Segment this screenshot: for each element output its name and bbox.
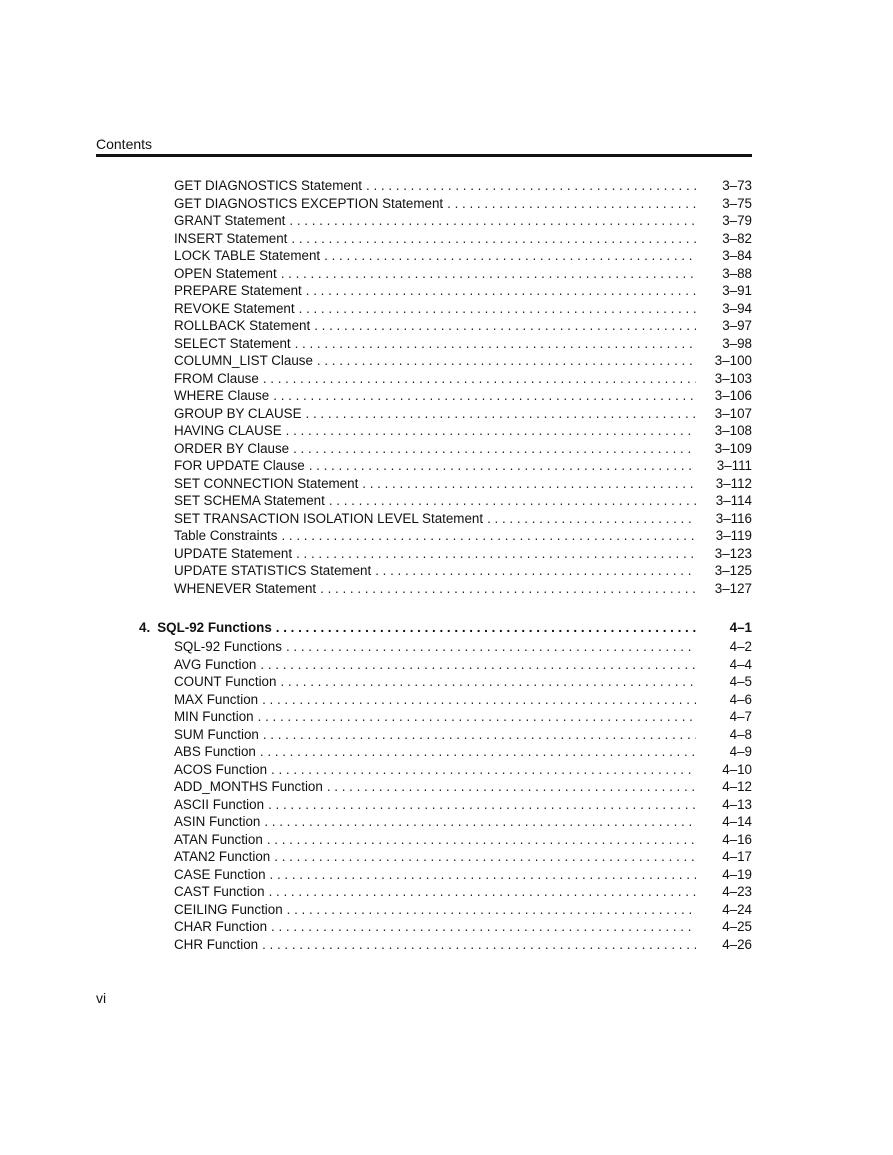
dot-leader: [270, 867, 696, 882]
dot-leader: [314, 318, 696, 333]
running-header: Contents: [96, 136, 153, 152]
toc-entry[interactable]: [174, 511, 752, 529]
toc-entry-title: GRANT Statement: [174, 213, 286, 228]
toc-entry-page: 4–26: [722, 936, 752, 952]
dot-leader: [269, 884, 696, 899]
toc-entry[interactable]: [174, 674, 752, 692]
toc-entry[interactable]: [174, 937, 752, 955]
toc-entry[interactable]: [174, 248, 752, 266]
toc-entry-title: FOR UPDATE Clause: [174, 458, 305, 473]
toc-entry-title: REVOKE Statement: [174, 300, 295, 316]
toc-entry-title: INSERT Statement: [174, 230, 288, 246]
toc-entry-title: CASE Function: [174, 866, 266, 882]
dot-leader: [317, 353, 696, 368]
toc-entry-page: 3–116: [715, 510, 752, 526]
toc-entry-page: 4–12: [722, 779, 752, 794]
toc-entry[interactable]: [174, 797, 752, 815]
toc-entry[interactable]: [174, 919, 752, 937]
toc-entry[interactable]: [174, 867, 752, 885]
toc-entry-page: 4–17: [722, 849, 752, 864]
toc-entry-title: FROM Clause: [174, 370, 259, 386]
toc-entry-title: COLUMN_LIST Clause: [174, 353, 313, 368]
toc-entry-title: ROLLBACK Statement: [174, 318, 311, 333]
dot-leader: [276, 620, 696, 635]
toc-entry-title: GROUP BY CLAUSE: [174, 405, 302, 421]
dot-leader: [281, 266, 696, 281]
dot-leader: [274, 849, 696, 864]
toc-entry[interactable]: [174, 493, 752, 511]
dot-leader: [287, 902, 696, 917]
dot-leader: [271, 762, 696, 777]
toc-entry[interactable]: [174, 563, 752, 581]
toc-entry[interactable]: [174, 709, 752, 727]
toc-entry-title: CHAR Function: [174, 919, 268, 934]
dot-leader: [280, 674, 696, 689]
toc-entry-title: HAVING CLAUSE: [174, 423, 282, 438]
toc-entry[interactable]: [174, 727, 752, 745]
toc-entry-title: PREPARE Statement: [174, 283, 302, 298]
toc-entry-title: ASIN Function: [174, 814, 261, 829]
toc-entry[interactable]: [174, 657, 752, 675]
chapter-page: 4–1: [729, 620, 752, 635]
toc-entry-title: MAX Function: [174, 691, 259, 707]
toc-entry-page: 3–111: [716, 458, 752, 473]
toc-entry[interactable]: [174, 814, 752, 832]
dot-leader: [327, 779, 696, 794]
toc-entry-title: SET CONNECTION Statement: [174, 475, 359, 491]
toc-entry-title: MIN Function: [174, 709, 254, 724]
dot-leader: [263, 727, 696, 742]
toc-entry-page: 3–75: [722, 195, 752, 211]
toc-section-4: [174, 639, 752, 954]
toc-entry-page: 3–108: [714, 423, 752, 438]
toc-entry[interactable]: [174, 458, 752, 476]
toc-entry-title: CEILING Function: [174, 901, 283, 917]
toc-entry-page: 4–14: [722, 814, 752, 829]
toc-entry[interactable]: [174, 528, 752, 546]
toc-entry-title: ADD_MONTHS Function: [174, 779, 323, 794]
toc-entry-title: WHERE Clause: [174, 388, 270, 403]
dot-leader: [260, 744, 696, 759]
dot-leader: [329, 493, 696, 508]
toc-entry-page: 4–13: [722, 796, 752, 812]
dot-leader: [447, 196, 696, 211]
dot-leader: [366, 178, 696, 193]
dot-leader: [289, 213, 696, 228]
toc-entry-title: AVG Function: [174, 656, 257, 672]
dot-leader: [267, 832, 696, 847]
toc-entry[interactable]: [174, 301, 752, 319]
chapter-title: SQL-92 Functions: [157, 620, 272, 635]
dot-leader: [262, 692, 696, 707]
toc-entry-page: 3–98: [722, 335, 752, 351]
dot-leader: [263, 371, 696, 386]
toc-entry-title: COUNT Function: [174, 674, 277, 689]
toc-entry-page: 3–100: [714, 353, 752, 368]
toc-entry-page: 3–88: [722, 265, 752, 281]
toc-entry-page: 3–125: [714, 563, 752, 578]
toc-entry-title: ACOS Function: [174, 761, 268, 777]
toc-entry[interactable]: [174, 849, 752, 867]
dot-leader: [306, 283, 696, 298]
header-rule: [96, 154, 752, 157]
dot-leader: [273, 388, 696, 403]
toc-entry-page: 3–79: [722, 213, 752, 228]
dot-leader: [293, 441, 696, 456]
toc-entry-title: ASCII Function: [174, 796, 265, 812]
toc-entry-page: 3–112: [715, 475, 752, 491]
toc-entry[interactable]: [174, 353, 752, 371]
toc-entry-title: ATAN Function: [174, 831, 263, 847]
dot-leader: [309, 458, 696, 473]
toc-entry-page: 3–119: [715, 528, 752, 543]
dot-leader: [320, 581, 696, 596]
toc-entry-title: CAST Function: [174, 884, 265, 899]
toc-entry-page: 4–19: [722, 866, 752, 882]
toc-entry[interactable]: [174, 581, 752, 599]
toc-entry-title: Table Constraints: [174, 528, 278, 543]
toc-entry[interactable]: [174, 318, 752, 336]
toc-entry-page: 4–10: [722, 761, 752, 777]
dot-leader: [260, 657, 696, 672]
dot-leader: [362, 476, 696, 491]
dot-leader: [281, 528, 696, 543]
toc-entry-title: LOCK TABLE Statement: [174, 248, 321, 263]
toc-entry-title: UPDATE Statement: [174, 545, 293, 561]
toc-entry[interactable]: [174, 388, 752, 406]
dot-leader: [306, 406, 696, 421]
toc-entry-page: 4–6: [729, 691, 752, 707]
toc-entry[interactable]: [174, 423, 752, 441]
toc-entry-title: SUM Function: [174, 726, 259, 742]
toc-entry-page: 4–8: [729, 726, 752, 742]
toc-entry-page: 3–106: [714, 388, 752, 403]
dot-leader: [271, 919, 696, 934]
toc-entry[interactable]: [174, 639, 752, 657]
toc-entry[interactable]: [174, 213, 752, 231]
toc-entry-page: 3–73: [722, 178, 752, 193]
toc-entry-title: UPDATE STATISTICS Statement: [174, 563, 372, 578]
toc-entry[interactable]: [174, 336, 752, 354]
toc-entry-page: 3–123: [714, 545, 752, 561]
toc-entry-page: 4–9: [729, 744, 752, 759]
toc-section-3: [174, 178, 752, 598]
dot-leader: [375, 563, 696, 578]
toc-entry[interactable]: [174, 692, 752, 710]
toc-entry-page: 4–4: [729, 656, 752, 672]
toc-chapter-4[interactable]: [139, 620, 752, 638]
chapter-number: 4.: [139, 620, 151, 635]
toc-entry[interactable]: [174, 902, 752, 920]
toc-entry-page: 3–84: [722, 248, 752, 263]
toc-entry-title: SELECT Statement: [174, 335, 291, 351]
dot-leader: [299, 301, 696, 316]
toc-entry-title: ABS Function: [174, 744, 256, 759]
toc-entry[interactable]: [174, 762, 752, 780]
page-number: vi: [96, 990, 107, 1006]
toc-entry-page: 3–107: [714, 405, 752, 421]
dot-leader: [262, 937, 696, 952]
toc-entry-title: SET TRANSACTION ISOLATION LEVEL Statement: [174, 510, 484, 526]
toc-entry-page: 3–114: [715, 493, 752, 508]
toc-entry-title: CHR Function: [174, 936, 259, 952]
dot-leader: [258, 709, 696, 724]
dot-leader: [264, 814, 696, 829]
toc-entry-page: 3–109: [714, 440, 752, 456]
toc-entry[interactable]: [174, 371, 752, 389]
toc-entry-title: ORDER BY Clause: [174, 440, 290, 456]
dot-leader: [268, 797, 696, 812]
toc-entry-title: ATAN2 Function: [174, 849, 271, 864]
toc-entry-page: 4–24: [722, 901, 752, 917]
dot-leader: [286, 639, 696, 654]
toc-entry-title: OPEN Statement: [174, 265, 277, 281]
toc-entry-page: 3–103: [714, 370, 752, 386]
dot-leader: [296, 546, 696, 561]
toc-entry-page: 3–94: [722, 300, 752, 316]
toc-entry-title: GET DIAGNOSTICS EXCEPTION Statement: [174, 195, 444, 211]
toc-entry-page: 3–127: [714, 580, 752, 596]
toc-entry-title: WHENEVER Statement: [174, 580, 317, 596]
dot-leader: [291, 231, 696, 246]
toc-entry[interactable]: [174, 231, 752, 249]
toc-entry[interactable]: [174, 476, 752, 494]
toc-entry[interactable]: [174, 196, 752, 214]
toc-entry[interactable]: [174, 178, 752, 196]
dot-leader: [487, 511, 696, 526]
toc-entry-page: 4–2: [729, 639, 752, 654]
toc-entry[interactable]: [174, 283, 752, 301]
toc-entry-page: 4–16: [722, 831, 752, 847]
toc-entry[interactable]: [174, 779, 752, 797]
toc-entry[interactable]: [174, 832, 752, 850]
toc-entry-title: SQL-92 Functions: [174, 639, 282, 654]
toc-entry-page: 3–97: [722, 318, 752, 333]
toc-entry[interactable]: [174, 546, 752, 564]
toc-entry-page: 4–23: [722, 884, 752, 899]
toc-entry[interactable]: [174, 441, 752, 459]
dot-leader: [295, 336, 696, 351]
dot-leader: [324, 248, 696, 263]
toc-entry-page: 4–5: [729, 674, 752, 689]
toc-entry-page: 4–25: [722, 919, 752, 934]
toc-entry-page: 3–91: [722, 283, 752, 298]
toc-entry-title: GET DIAGNOSTICS Statement: [174, 178, 363, 193]
toc-entry-title: SET SCHEMA Statement: [174, 493, 325, 508]
toc-entry[interactable]: [174, 406, 752, 424]
toc-entry-page: 3–82: [722, 230, 752, 246]
toc-entry-page: 4–7: [729, 709, 752, 724]
toc-entry[interactable]: [174, 884, 752, 902]
dot-leader: [286, 423, 696, 438]
toc-entry[interactable]: [174, 266, 752, 284]
toc-entry[interactable]: [174, 744, 752, 762]
